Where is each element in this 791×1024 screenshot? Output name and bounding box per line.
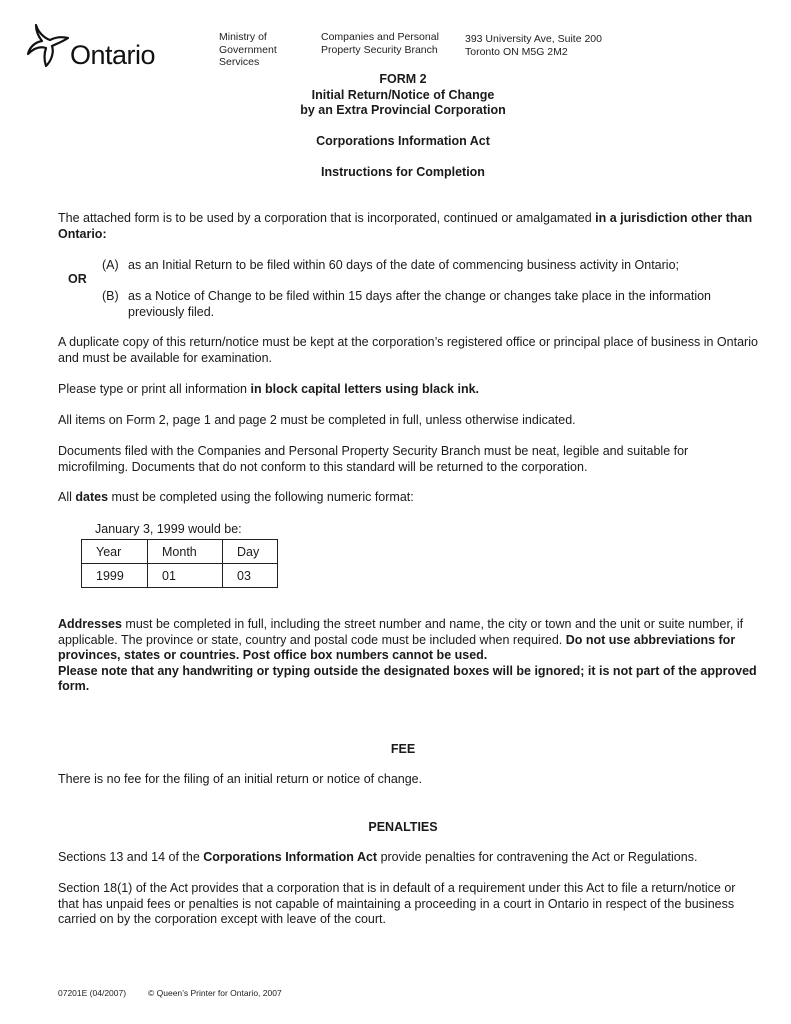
- table-row: [82, 540, 278, 564]
- date-example-caption: January 3, 1999 would be:: [95, 522, 242, 536]
- date-format-table: [81, 539, 278, 588]
- table-header-day: Day: [223, 540, 278, 564]
- dates-paragraph: All dates must be completed using the following numeric format:: [58, 490, 414, 504]
- section-18-paragraph: Section 18(1) of the Act provides that a corporation that is in default of a requirement under this Act to file a return/notice or that has unpaid fees or penalties is not capable of maintaining a proceeding in a court in Ontario in respect of the business carried on by the corporation except with leave of the court.: [58, 881, 736, 926]
- option-a: (A) as an Initial Return to be filed within 60 days of the date of commencing business activity in Ontario;: [102, 258, 679, 272]
- branch-name: Companies and Personal Property Security Branch: [321, 31, 439, 56]
- instructions-heading: Instructions for Completion: [321, 165, 485, 179]
- fee-heading: FEE: [390, 742, 416, 756]
- all-items-paragraph: All items on Form 2, page 1 and page 2 must be completed in full, unless otherwise indicated.: [58, 413, 576, 427]
- form-code: 07201E (04/2007): [58, 988, 127, 998]
- form-title: [0, 72, 791, 119]
- or-label: OR: [68, 272, 87, 286]
- table-header-month: Month: [148, 540, 223, 564]
- intro-paragraph: The attached form is to be used by a corporation that is incorporated, continued or amalgamated in a jurisdiction other than Ontario:: [58, 211, 753, 241]
- form-title-line2: by an Extra Provincial Corporation: [300, 103, 506, 117]
- logo-wordmark: Ontario: [70, 40, 156, 70]
- penalties-paragraph: Sections 13 and 14 of the Corporations Information Act provide penalties for contravening the Act or Regulations.: [58, 850, 698, 864]
- ontario-logo: [24, 22, 169, 74]
- print-paragraph: Please type or print all information in block capital letters using black ink.: [58, 382, 480, 396]
- trillium-icon: [24, 22, 74, 72]
- ministry-name: Ministry of Government Services: [219, 31, 277, 68]
- table-cell-year: 1999: [82, 564, 148, 588]
- documents-paragraph: Documents filed with the Companies and Personal Property Security Branch must be neat, legible and suitable for microfilming. Documents that do not conform to this standard will be returned to the corporation.: [58, 444, 689, 474]
- copyright: © Queen’s Printer for Ontario, 2007: [148, 988, 282, 998]
- addresses-paragraph: Addresses must be completed in full, including the street number and name, the city or town and the unit or suite number, if applicable. The province or state, country and postal code must be included when required. Do not use abbreviations for provinces, states or countries. Post office box numbers cannot be used. Please note that any handwriting or typing outside the designated boxes will be ignored; it is not part of the approved form.: [58, 617, 757, 693]
- fee-paragraph: There is no fee for the filing of an initial return or notice of change.: [58, 772, 423, 786]
- table-cell-month: 01: [148, 564, 223, 588]
- table-row: [82, 564, 278, 588]
- form-number: FORM 2: [379, 72, 427, 86]
- table-cell-day: 03: [223, 564, 278, 588]
- option-b: (B) as a Notice of Change to be filed within 15 days after the change or changes take place in the information previously filed.: [102, 289, 712, 319]
- form-title-line1: Initial Return/Notice of Change: [311, 87, 495, 102]
- branch-address: 393 University Ave, Suite 200 Toronto ON M5G 2M2: [465, 33, 602, 58]
- act-name: Corporations Information Act: [316, 134, 490, 148]
- handwriting-note: Please note that any handwriting or typing outside the designated boxes will be ignored; it is not part of the approved form.: [58, 663, 757, 693]
- penalties-heading: PENALTIES: [368, 820, 438, 834]
- duplicate-paragraph: A duplicate copy of this return/notice must be kept at the corporation’s registered office or principal place of business in Ontario and must be available for examination.: [58, 335, 758, 365]
- table-header-year: Year: [82, 540, 148, 564]
